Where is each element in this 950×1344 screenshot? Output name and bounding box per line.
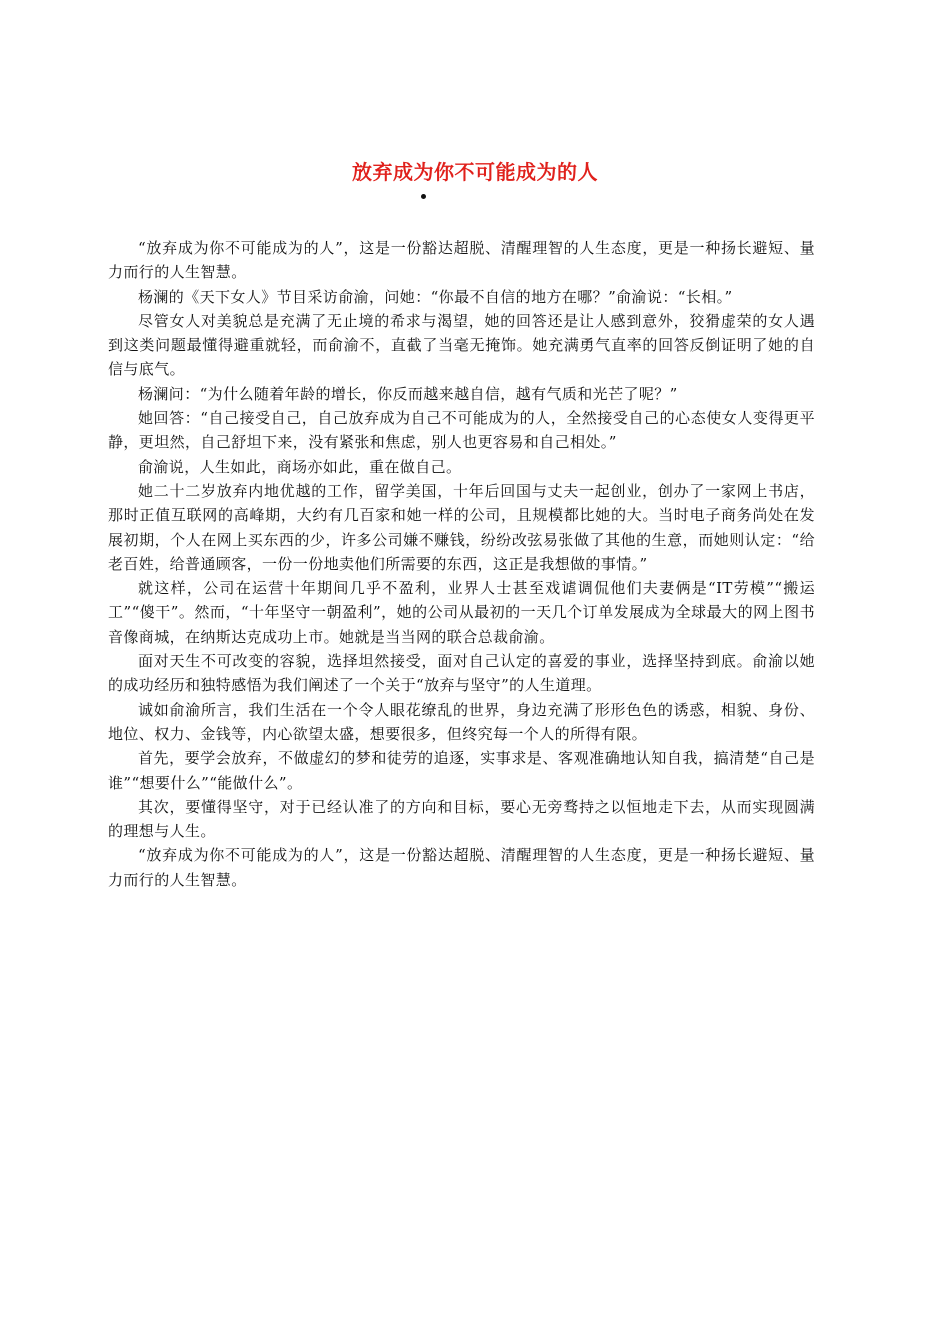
paragraph: 首先，要学会放弃，不做虚幻的梦和徒劳的追逐，实事求是、客观准确地认知自我，搞清楚“自己是谁”“想要什么”“能做什么”。: [108, 749, 815, 792]
paragraph: 杨澜问：“为什么随着年龄的增长，你反而越来越自信，越有气质和光芒了呢？”: [138, 384, 678, 403]
article-body: [108, 236, 815, 892]
paragraph: 面对天生不可改变的容貌，选择坦然接受，面对自己认定的喜爱的事业，选择坚持到底。俞渝以她的成功经历和独特感悟为我们阐述了一个关于“放弃与坚守”的人生道理。: [108, 652, 815, 695]
page-title: 放弃成为你不可能成为的人: [352, 160, 598, 184]
paragraph: 其次，要懂得坚守，对于已经认准了的方向和目标，要心无旁骛持之以恒地走下去，从而实现圆满的理想与人生。: [108, 797, 815, 841]
paragraph: 尽管女人对美貌总是充满了无止境的希求与渴望，她的回答还是让人感到意外，狡猾虚荣的女人遇到这类问题最懂得避重就轻，而俞渝不，直截了当毫无掩饰。她充满勇气直率的回答反倒证明了她的自信与底气。: [108, 311, 815, 379]
bullet-dot: [421, 194, 426, 199]
paragraph: 杨澜的《天下女人》节目采访俞渝，问她：“你最不自信的地方在哪？”俞渝说：“长相。”: [138, 287, 733, 306]
paragraph: 就这样，公司在运营十年期间几乎不盈利，业界人士甚至戏谑调侃他们夫妻俩是“IT劳模”“搬运工”“傻干”。然而，“十年坚守一朝盈利”，她的公司从最初的一天几个订单发展成为全球最大的网上图书音像商城，在纳斯达克成功上市。她就是当当网的联合总裁俞渝。: [108, 579, 815, 646]
paragraph: 诚如俞渝所言，我们生活在一个令人眼花缭乱的世界，身边充满了形形色色的诱惑，相貌、身份、地位、权力、金钱等，内心欲望太盛，想要很多，但终究每一个人的所得有限。: [108, 700, 815, 743]
paragraph: 她回答：“自己接受自己，自己放弃成为自己不可能成为的人，全然接受自己的心态使女人变得更平静，更坦然，自己舒坦下来，没有紧张和焦虑，别人也更容易和自己相处。”: [108, 409, 815, 452]
paragraph: 她二十二岁放弃内地优越的工作，留学美国，十年后回国与丈夫一起创业，创办了一家网上书店，那时正值互联网的高峰期，大约有几百家和她一样的公司，且规模都比她的大。当时电子商务尚处在发展初期，个人在网上买东西的少，许多公司嫌不赚钱，纷纷改弦易张做了其他的生意，而她则认定：“给老百姓，给普通顾客，一份一份地卖他们所需要的东西，这正是我想做的事情。”: [108, 481, 815, 573]
paragraph: 俞渝说，人生如此，商场亦如此，重在做自己。: [138, 457, 462, 476]
paragraph: “放弃成为你不可能成为的人”，这是一份豁达超脱、清醒理智的人生态度，更是一种扬长避短、量力而行的人生智慧。: [108, 846, 815, 889]
paragraph: “放弃成为你不可能成为的人”，这是一份豁达超脱、清醒理智的人生态度，更是一种扬长避短、量力而行的人生智慧。: [108, 239, 815, 282]
